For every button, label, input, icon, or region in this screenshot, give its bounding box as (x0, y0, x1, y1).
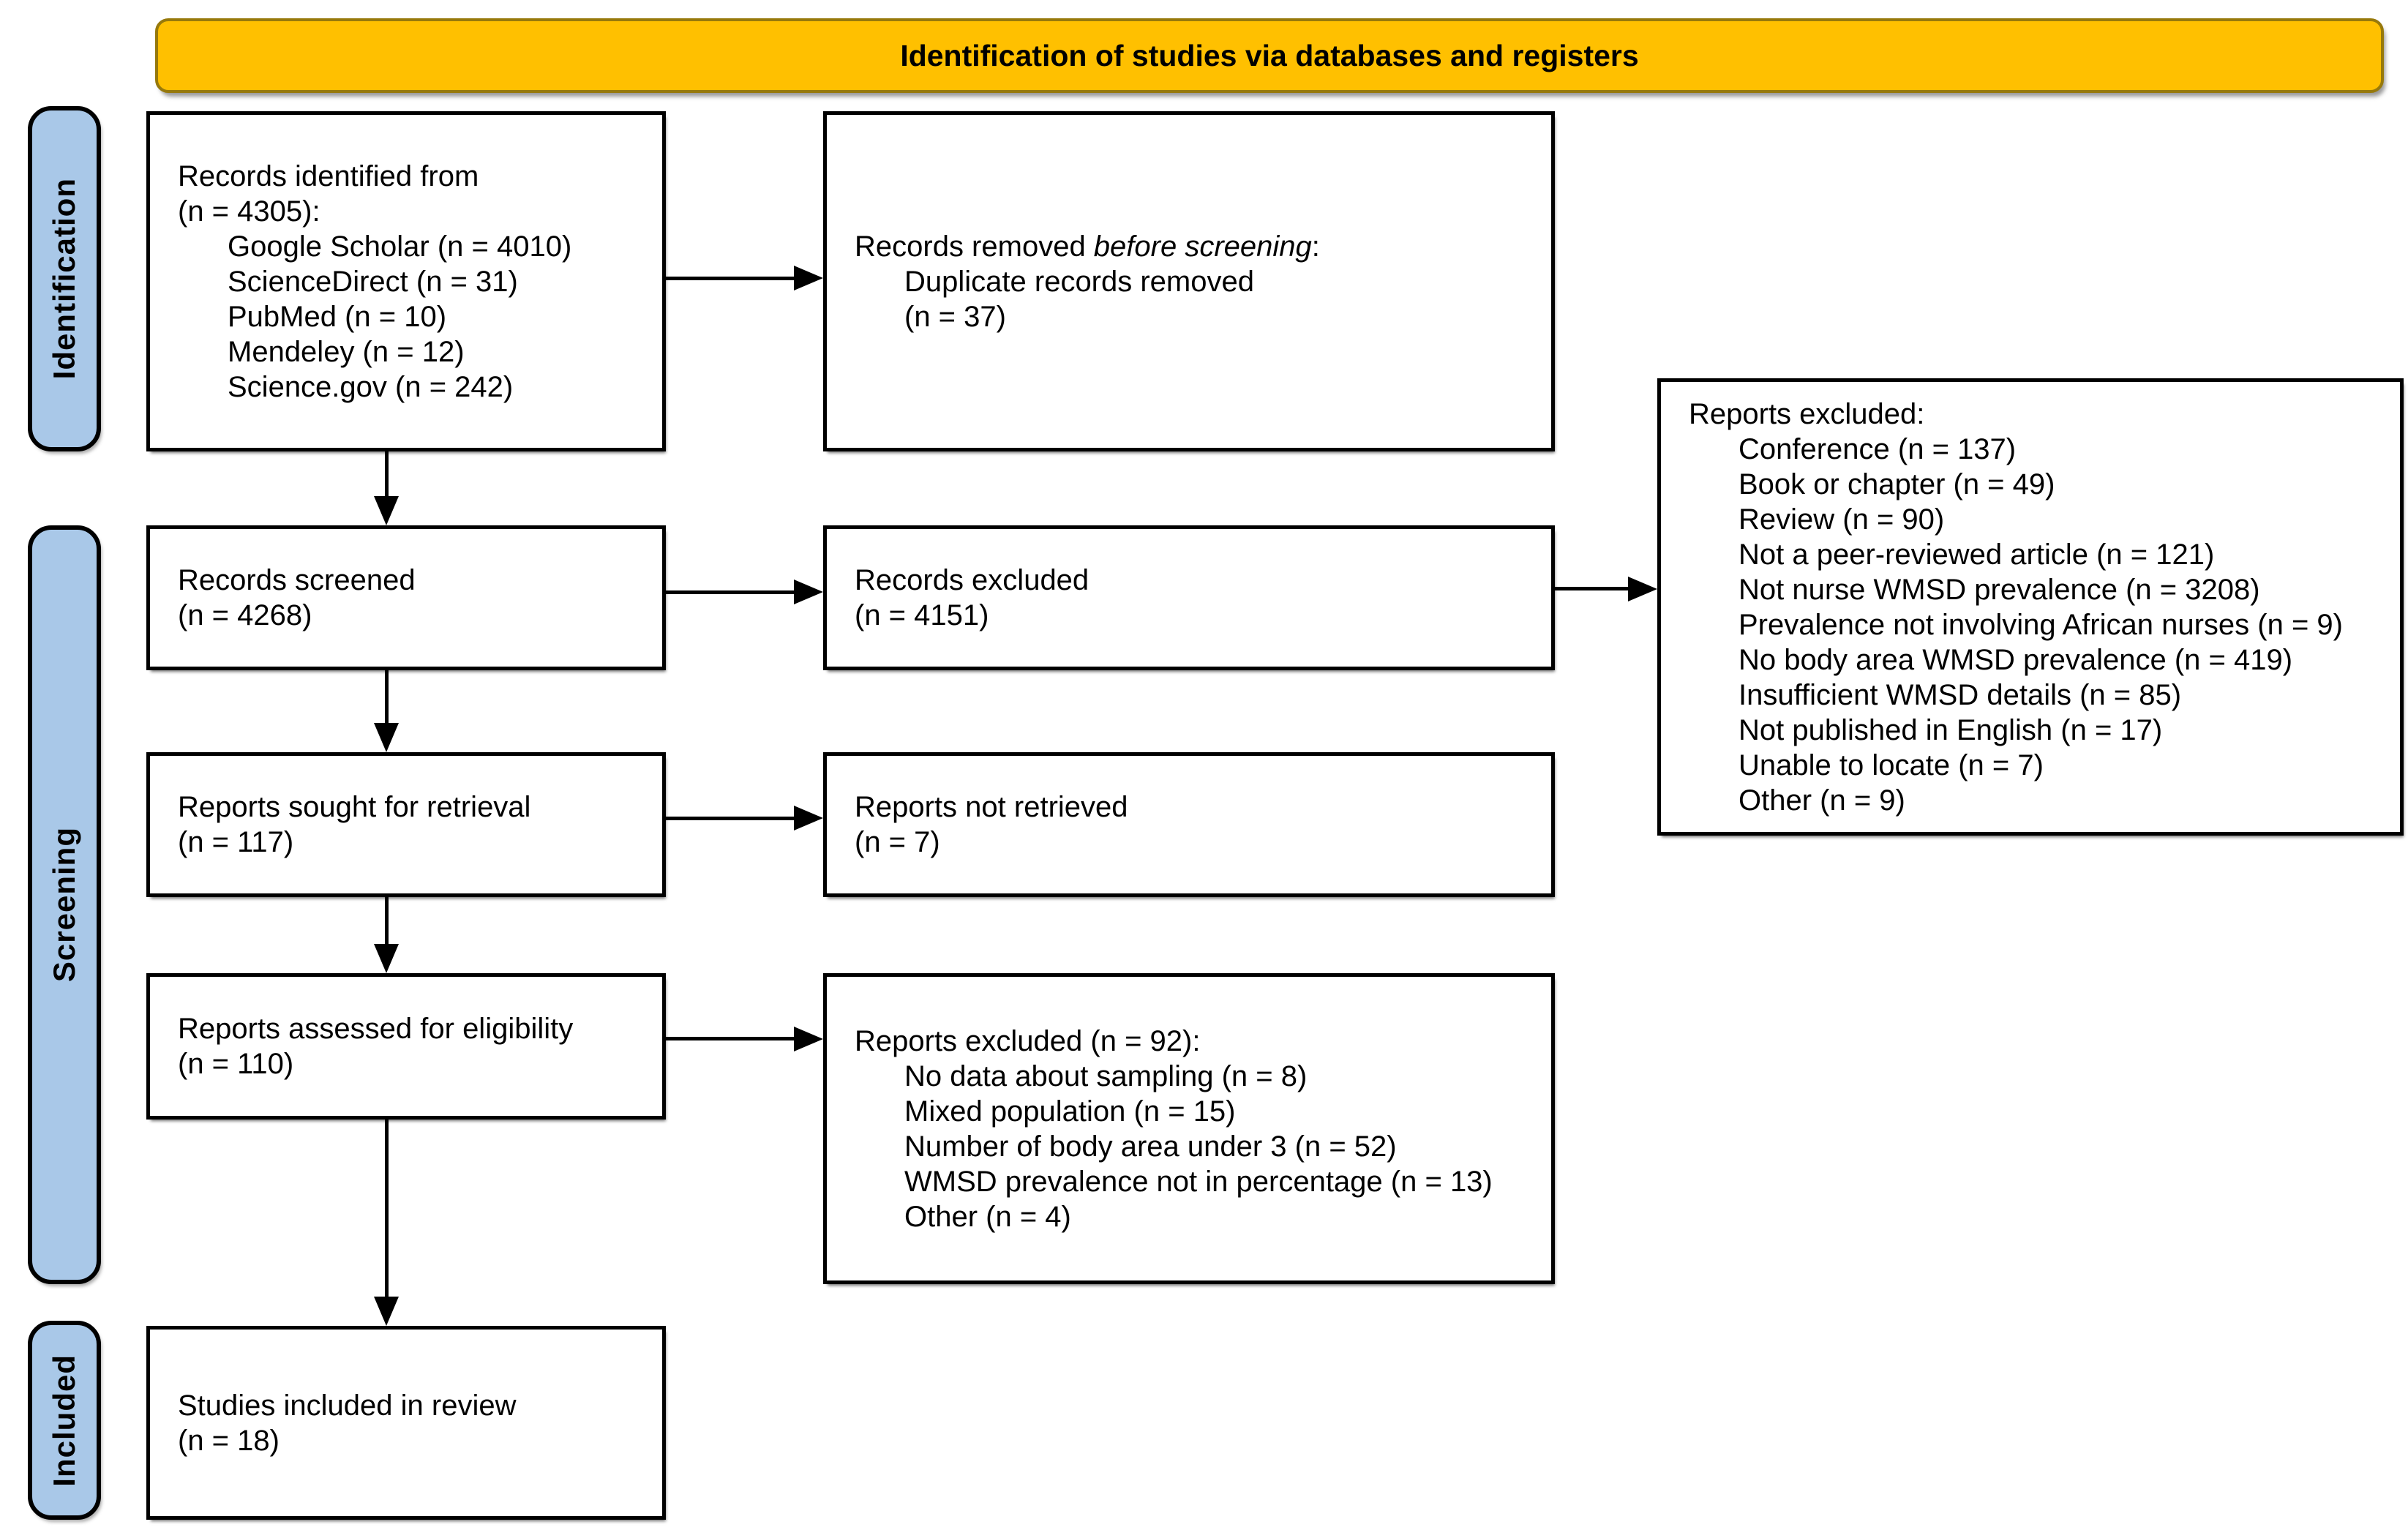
box-text-line (1689, 713, 2385, 748)
box-text-line (178, 370, 648, 405)
arrow-head-icon (794, 806, 823, 830)
arrow-head-icon (374, 1297, 399, 1326)
box-text-line (178, 563, 648, 598)
box-text-segment: ScienceDirect (n = 31) (228, 265, 518, 298)
box-reports-excluded-screening-reasons (1657, 378, 2404, 836)
box-text-line (855, 1129, 1537, 1164)
box-reports-assessed-for-eligibility (146, 973, 666, 1120)
stage-label-included (28, 1321, 101, 1520)
box-text-line (1689, 783, 2385, 818)
box-records-screened (146, 525, 666, 670)
box-text-segment: Prevalence not involving African nurses (n = 9) (1739, 608, 2343, 641)
arrow-line (666, 1037, 795, 1040)
box-text-segment: (n = 117) (178, 826, 294, 858)
box-records-removed-before-screening (823, 111, 1555, 451)
box-text-segment: (n = 18) (178, 1424, 280, 1457)
box-text-segment: Records screened (178, 564, 416, 596)
box-text-line (855, 598, 1537, 633)
box-text-segment: Book or chapter (n = 49) (1739, 468, 2055, 500)
box-text-segment: (n = 4268) (178, 599, 312, 631)
box-text-line (178, 159, 648, 194)
box-text-segment: Unable to locate (n = 7) (1739, 749, 2044, 781)
box-text-segment: (n = 110) (178, 1048, 294, 1080)
box-text-line (1689, 432, 2385, 467)
box-text-line (178, 229, 648, 264)
box-text-segment: No data about sampling (n = 8) (904, 1060, 1308, 1092)
box-text-segment: Reports not retrieved (855, 791, 1128, 823)
box-text-segment: No body area WMSD prevalence (n = 419) (1739, 643, 2293, 676)
box-records-excluded (823, 525, 1555, 670)
box-text-segment: Mixed population (n = 15) (904, 1095, 1236, 1128)
box-text-line (855, 1024, 1537, 1059)
arrow-head-icon (794, 580, 823, 604)
box-text-line (178, 299, 648, 334)
arrow-head-icon (1628, 577, 1657, 601)
box-text-segment: (n = 4305): (178, 195, 320, 228)
box-text-line (855, 264, 1537, 299)
box-text-line (1689, 397, 2385, 432)
arrow-head-icon (374, 723, 399, 752)
stage-label-screening (28, 525, 101, 1284)
box-text-line (178, 1388, 648, 1423)
arrow-line (666, 277, 795, 280)
box-text-line (855, 1164, 1537, 1199)
arrow-line (385, 897, 389, 945)
arrow-line (666, 590, 795, 594)
box-text-segment: before screening (1093, 230, 1312, 263)
stage-label-identification (28, 106, 101, 451)
box-studies-included-in-review (146, 1326, 666, 1520)
box-text-line (855, 1199, 1537, 1234)
box-reports-excluded-eligibility (823, 973, 1555, 1284)
box-text-segment: : (1311, 230, 1320, 263)
box-text-segment: Google Scholar (n = 4010) (228, 230, 572, 263)
box-text-segment: Number of body area under 3 (n = 52) (904, 1130, 1397, 1163)
stage-label-screening-text: Screening (47, 827, 81, 983)
arrow-head-icon (374, 944, 399, 973)
stage-label-identification-text: Identification (47, 178, 81, 380)
box-text-segment: Other (n = 9) (1739, 784, 1905, 817)
box-text-line (178, 334, 648, 370)
box-text-line (855, 1059, 1537, 1094)
box-text-segment: Records identified from (178, 160, 479, 192)
box-text-segment: Conference (n = 137) (1739, 432, 2017, 465)
box-text-segment: Reports assessed for eligibility (178, 1013, 574, 1045)
box-text-line (855, 299, 1537, 334)
box-text-line (1689, 572, 2385, 607)
box-text-segment: Records excluded (855, 564, 1089, 596)
banner-identification-of-studies (155, 18, 2384, 93)
box-text-line (855, 563, 1537, 598)
arrow-line (385, 451, 389, 498)
box-text-line (855, 1094, 1537, 1129)
box-text-segment: Not published in English (n = 17) (1739, 713, 2163, 746)
box-text-line (178, 194, 648, 229)
box-text-segment: (n = 37) (904, 300, 1006, 333)
box-text-line (178, 1011, 648, 1046)
arrow-head-icon (374, 496, 399, 525)
box-text-segment: Reports excluded (n = 92): (855, 1024, 1201, 1057)
box-text-segment: WMSD prevalence not in percentage (n = 13) (904, 1165, 1493, 1198)
box-text-line (1689, 678, 2385, 713)
box-text-segment: Insufficient WMSD details (n = 85) (1739, 678, 2182, 711)
box-text-line (1689, 537, 2385, 572)
box-text-segment: Review (n = 90) (1739, 503, 1945, 536)
box-text-segment: Records removed (855, 230, 1094, 263)
box-text-segment: Duplicate records removed (904, 265, 1254, 298)
arrow-line (666, 817, 795, 820)
box-text-line (178, 1423, 648, 1458)
box-text-segment: Reports excluded: (1689, 397, 1925, 430)
box-text-segment: Science.gov (n = 242) (228, 370, 514, 403)
box-text-line (178, 264, 648, 299)
arrow-line (1555, 587, 1629, 590)
box-text-line (178, 1046, 648, 1081)
box-text-line (178, 598, 648, 633)
arrow-head-icon (794, 266, 823, 290)
box-text-line (1689, 748, 2385, 783)
box-text-segment: PubMed (n = 10) (228, 300, 447, 333)
box-text-line (1689, 607, 2385, 642)
box-text-segment: (n = 7) (855, 826, 940, 858)
box-text-segment: Mendeley (n = 12) (228, 335, 465, 368)
box-text-segment: Not nurse WMSD prevalence (n = 3208) (1739, 573, 2260, 606)
box-text-segment: Studies included in review (178, 1389, 517, 1422)
box-text-line (178, 825, 648, 860)
box-reports-sought-for-retrieval (146, 752, 666, 897)
banner-title: Identification of studies via databases and registers (900, 39, 1639, 72)
box-text-line (1689, 642, 2385, 678)
arrow-line (385, 1120, 389, 1298)
arrow-head-icon (794, 1027, 823, 1051)
box-text-line (1689, 467, 2385, 502)
box-text-line (855, 790, 1537, 825)
box-records-identified (146, 111, 666, 451)
box-text-line (1689, 502, 2385, 537)
box-text-segment: Reports sought for retrieval (178, 791, 531, 823)
box-text-line (855, 825, 1537, 860)
box-text-line (855, 229, 1537, 264)
box-text-segment: Not a peer-reviewed article (n = 121) (1739, 538, 2215, 571)
arrow-line (385, 670, 389, 724)
box-text-segment: (n = 4151) (855, 599, 989, 631)
box-text-line (178, 790, 648, 825)
stage-label-included-text: Included (47, 1354, 81, 1487)
box-text-segment: Other (n = 4) (904, 1200, 1071, 1233)
box-reports-not-retrieved (823, 752, 1555, 897)
